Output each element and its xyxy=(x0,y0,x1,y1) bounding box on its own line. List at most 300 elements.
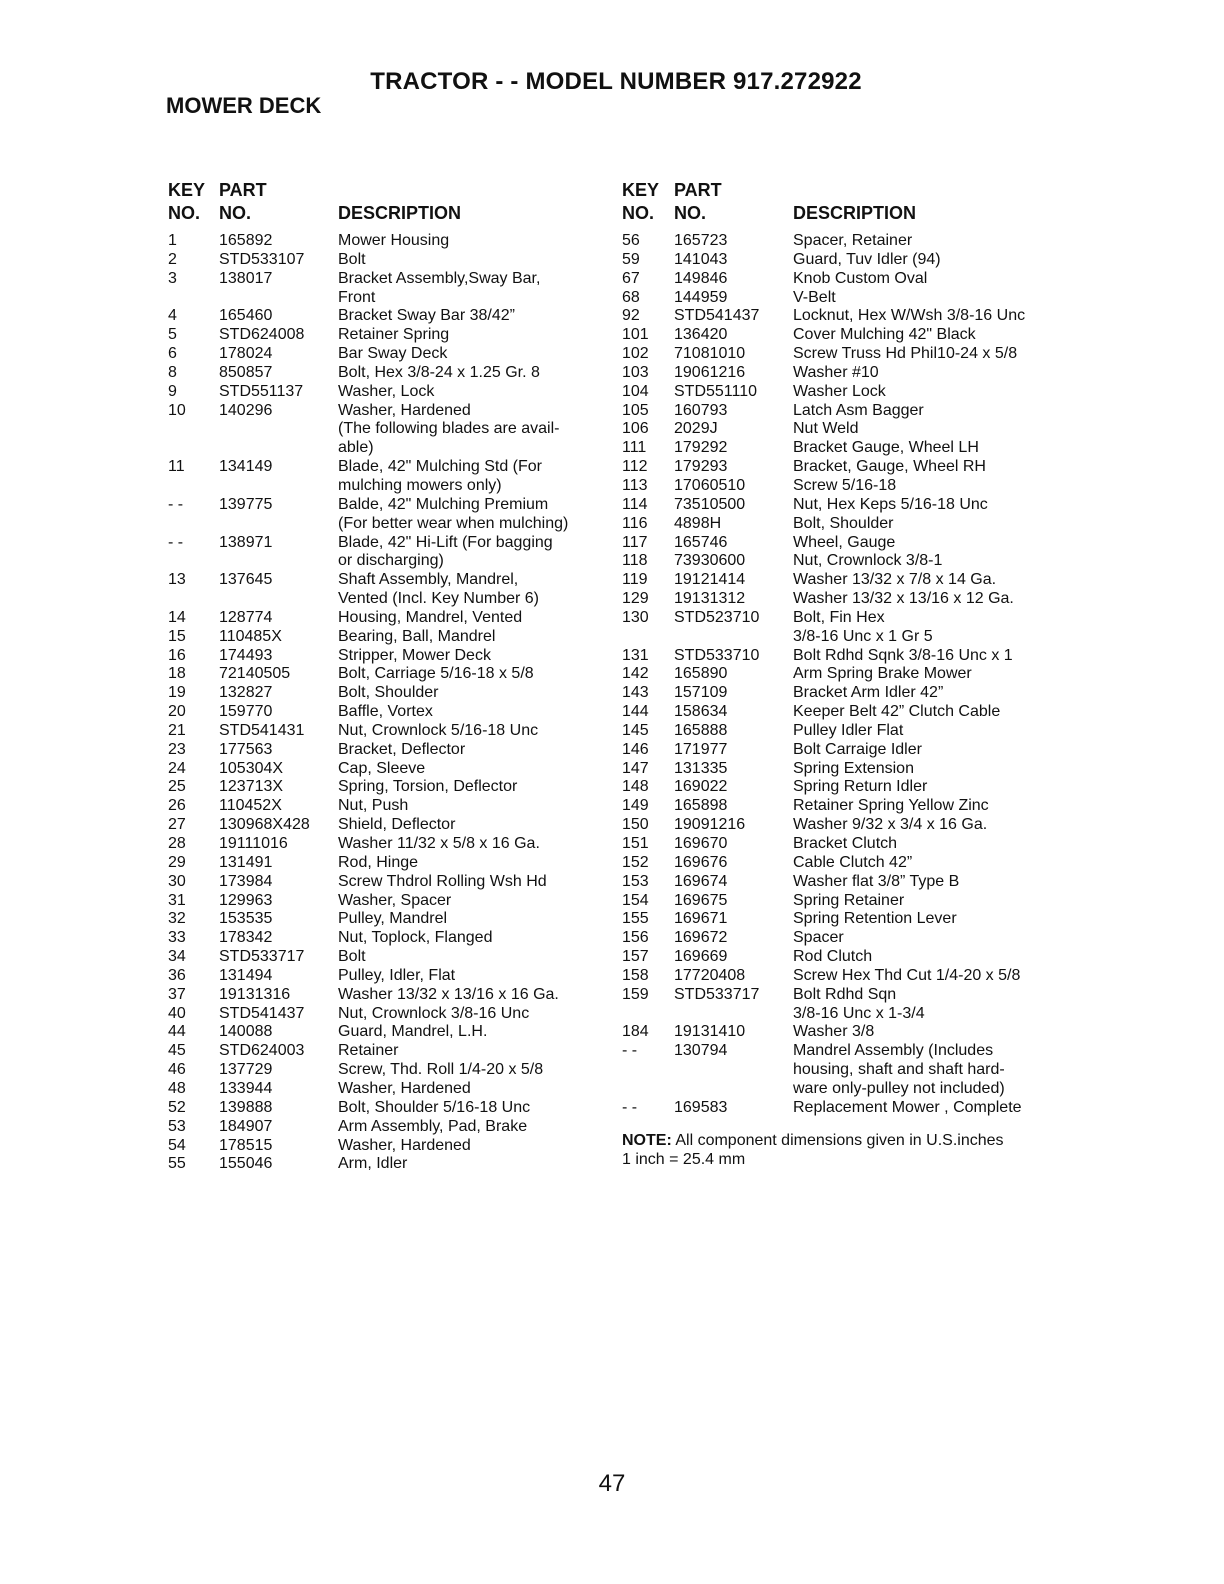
key-number: 129 xyxy=(622,590,649,608)
key-number: 117 xyxy=(622,533,648,551)
description-line: Nut, Hex Keps 5/16-18 Unc xyxy=(793,495,988,513)
description-line: Mower Housing xyxy=(338,232,450,249)
description-line: mulching mowers only) xyxy=(338,476,502,494)
table-row xyxy=(622,420,1062,439)
table-row xyxy=(168,1155,608,1174)
table-row xyxy=(622,797,1062,816)
description xyxy=(338,741,608,760)
description xyxy=(338,1118,608,1137)
key-number: 150 xyxy=(622,816,649,834)
description-line: Screw, Thd. Roll 1/4-20 x 5/8 xyxy=(338,1061,544,1079)
key-number: 15 xyxy=(168,627,186,645)
key-number: 112 xyxy=(622,458,648,476)
table-row xyxy=(622,684,1062,703)
table-row xyxy=(168,948,608,967)
description xyxy=(338,665,608,684)
key-number: 92 xyxy=(622,307,640,325)
key-number: 2 xyxy=(168,250,177,268)
description-line: Screw Truss Hd Phil10-24 x 5/8 xyxy=(793,345,1018,363)
table-row xyxy=(622,383,1062,402)
table-row xyxy=(622,778,1062,797)
header-key-no: NO. xyxy=(168,203,201,223)
part-number: 165892 xyxy=(219,232,273,249)
description xyxy=(793,948,1062,967)
part-number: 131494 xyxy=(219,966,273,984)
description xyxy=(793,684,1062,703)
part-number: 158634 xyxy=(674,703,728,721)
description-line: Arm Assembly, Pad, Brake xyxy=(338,1117,528,1135)
description-line: (The following blades are avail- xyxy=(338,420,560,438)
table-row xyxy=(168,703,608,722)
description xyxy=(793,722,1062,741)
part-number: STD624003 xyxy=(219,1042,305,1060)
description xyxy=(338,1137,608,1156)
key-number: 102 xyxy=(622,345,649,363)
table-row xyxy=(622,345,1062,364)
key-number: 25 xyxy=(168,778,186,796)
part-number: STD533717 xyxy=(219,948,305,966)
header-key: KEY xyxy=(622,180,660,200)
description-line: Latch Asm Bagger xyxy=(793,401,924,419)
part-number: 174493 xyxy=(219,646,273,664)
part-number: 169022 xyxy=(674,778,728,796)
part-number: STD533107 xyxy=(219,250,305,268)
description-line: Retainer Spring Yellow Zinc xyxy=(793,797,989,815)
part-number: 17060510 xyxy=(674,476,746,494)
key-number: 156 xyxy=(622,929,649,947)
part-number: STD551137 xyxy=(219,382,304,400)
description-line: Arm, Idler xyxy=(338,1155,408,1173)
part-number: 165746 xyxy=(674,533,728,551)
description xyxy=(338,609,608,628)
description-line: Locknut, Hex W/Wsh 3/8-16 Unc xyxy=(793,307,1026,325)
part-number: 178024 xyxy=(219,345,273,363)
key-number: 45 xyxy=(168,1042,186,1060)
description-line: ware only-pulley not included) xyxy=(793,1079,1005,1097)
description xyxy=(793,892,1062,911)
part-number: 19131312 xyxy=(674,590,746,608)
description-line: Spring Retention Lever xyxy=(793,910,957,928)
table-row xyxy=(168,741,608,760)
table-row xyxy=(622,910,1062,929)
part-number: STD533710 xyxy=(674,646,760,664)
key-number: 16 xyxy=(168,646,186,664)
part-number: 159770 xyxy=(219,703,273,721)
part-number: 19061216 xyxy=(674,363,746,381)
table-row xyxy=(168,326,608,345)
table-row xyxy=(168,910,608,929)
key-number: 11 xyxy=(168,458,185,476)
description xyxy=(338,854,608,873)
description-line: Washer 13/32 x 13/16 x 16 Ga. xyxy=(338,985,559,1003)
description-line: Shield, Deflector xyxy=(338,816,456,834)
description-line: Arm Spring Brake Mower xyxy=(793,665,972,683)
key-number: 158 xyxy=(622,966,649,984)
part-number: STD533717 xyxy=(674,985,760,1003)
key-number: 159 xyxy=(622,985,649,1003)
description xyxy=(338,534,608,572)
description xyxy=(793,835,1062,854)
description-line: Pulley Idler Flat xyxy=(793,721,904,739)
key-number: 1 xyxy=(168,232,177,249)
description xyxy=(338,910,608,929)
description xyxy=(793,816,1062,835)
description xyxy=(338,722,608,741)
description xyxy=(793,383,1062,402)
description xyxy=(793,552,1062,571)
description-line: Spacer xyxy=(793,929,844,947)
table-row xyxy=(168,684,608,703)
table-row xyxy=(168,647,608,666)
key-number: 111 xyxy=(622,439,647,457)
description-line: Bracket, Deflector xyxy=(338,740,466,758)
part-number: 19121414 xyxy=(674,571,746,589)
key-number: 149 xyxy=(622,797,649,815)
description-line: Bolt, Shoulder xyxy=(793,514,894,532)
description-line: Washer #10 xyxy=(793,363,879,381)
description-line: Pulley, Mandrel xyxy=(338,910,448,928)
description xyxy=(338,270,608,308)
description xyxy=(338,364,608,383)
key-number: 55 xyxy=(168,1155,186,1173)
description-line: Bracket Clutch xyxy=(793,835,898,852)
header-key: KEY xyxy=(168,180,206,200)
header-part-no: NO. xyxy=(674,203,707,223)
note-text: All component dimensions given in U.S.inches xyxy=(671,1131,1004,1149)
part-number: STD624008 xyxy=(219,326,305,344)
key-number: 24 xyxy=(168,759,186,777)
description xyxy=(338,892,608,911)
part-number: 169671 xyxy=(674,910,728,928)
description-line: Washer, Spacer xyxy=(338,891,452,909)
note-label: NOTE: xyxy=(622,1131,672,1149)
part-number: 134149 xyxy=(219,458,273,476)
key-number: 13 xyxy=(168,571,186,589)
part-number: 140296 xyxy=(219,401,273,419)
table-row xyxy=(168,778,608,797)
header-part: PART xyxy=(674,180,722,200)
table-row xyxy=(622,590,1062,609)
part-number: 72140505 xyxy=(219,665,291,683)
description xyxy=(793,778,1062,797)
description xyxy=(338,458,608,496)
table-row xyxy=(168,571,608,609)
description xyxy=(338,967,608,986)
description xyxy=(793,534,1062,553)
table-row xyxy=(622,816,1062,835)
key-number: 143 xyxy=(622,684,649,702)
part-number: 110452X xyxy=(219,797,282,815)
description-line: Bracket Gauge, Wheel LH xyxy=(793,439,979,457)
table-row xyxy=(168,760,608,779)
table-row xyxy=(622,307,1062,326)
description-line: (For better wear when mulching) xyxy=(338,514,569,532)
key-number: 59 xyxy=(622,250,640,268)
key-number: 29 xyxy=(168,853,186,871)
key-number: 46 xyxy=(168,1061,186,1079)
table-row xyxy=(622,515,1062,534)
description xyxy=(793,270,1062,289)
description-line: Bearing, Ball, Mandrel xyxy=(338,627,496,645)
description xyxy=(793,458,1062,477)
description xyxy=(338,778,608,797)
description-line: Knob Custom Oval xyxy=(793,269,928,287)
description xyxy=(793,571,1062,590)
part-number: STD523710 xyxy=(674,608,760,626)
description-line: Washer 9/32 x 3/4 x 16 Ga. xyxy=(793,816,988,834)
description-line: or discharging) xyxy=(338,552,444,570)
part-number: 169672 xyxy=(674,929,728,947)
part-number: 171977 xyxy=(674,740,728,758)
table-row xyxy=(168,892,608,911)
description-line: Nut Weld xyxy=(793,420,859,438)
description xyxy=(793,647,1062,666)
part-number: 165723 xyxy=(674,232,728,249)
table-row xyxy=(168,797,608,816)
table-row xyxy=(622,948,1062,967)
key-number: 52 xyxy=(168,1098,186,1116)
table-row xyxy=(622,986,1062,1024)
table-row xyxy=(168,307,608,326)
key-number: 147 xyxy=(622,759,649,777)
table-row xyxy=(168,854,608,873)
part-number: 105304X xyxy=(219,759,284,777)
key-number: 28 xyxy=(168,835,186,852)
description xyxy=(338,383,608,402)
description xyxy=(338,1080,608,1099)
part-number: 133944 xyxy=(219,1079,273,1097)
table-row xyxy=(622,552,1062,571)
table-row xyxy=(622,534,1062,553)
key-number: 14 xyxy=(168,608,186,626)
table-row xyxy=(168,534,608,572)
description xyxy=(793,873,1062,892)
key-number: 37 xyxy=(168,985,186,1003)
key-number: 48 xyxy=(168,1079,186,1097)
description xyxy=(793,251,1062,270)
description-line: Spring Extension xyxy=(793,759,914,777)
table-row xyxy=(622,703,1062,722)
table-row xyxy=(622,892,1062,911)
part-number: 138017 xyxy=(219,269,273,287)
description-line: Screw 5/16-18 xyxy=(793,476,897,494)
key-number: 8 xyxy=(168,363,177,381)
description xyxy=(338,232,608,251)
description xyxy=(338,797,608,816)
description-line: Pulley, Idler, Flat xyxy=(338,966,456,984)
page-number: 47 xyxy=(598,1470,626,1497)
key-number: 26 xyxy=(168,797,186,815)
table-row xyxy=(168,1080,608,1099)
table-row xyxy=(622,967,1062,986)
table-row xyxy=(622,722,1062,741)
description-line: Washer, Hardened xyxy=(338,401,471,419)
description xyxy=(338,948,608,967)
part-number: 178342 xyxy=(219,929,273,947)
key-number: 6 xyxy=(168,345,177,363)
description-line: Spring Retainer xyxy=(793,891,905,909)
part-number: 169675 xyxy=(674,891,728,909)
key-number: 154 xyxy=(622,891,649,909)
description-line: 3/8-16 Unc x 1 Gr 5 xyxy=(793,627,933,645)
description xyxy=(338,345,608,364)
table-row xyxy=(622,326,1062,345)
key-number: 20 xyxy=(168,703,186,721)
part-number: 179293 xyxy=(674,458,728,476)
table-row xyxy=(622,270,1062,289)
key-number: 101 xyxy=(622,326,649,344)
part-number: STD551110 xyxy=(674,382,758,400)
table-row xyxy=(168,967,608,986)
header-part: PART xyxy=(219,180,267,200)
description-line: Stripper, Mower Deck xyxy=(338,646,491,664)
part-number: 110485X xyxy=(219,627,282,645)
table-row xyxy=(622,741,1062,760)
table-row xyxy=(622,1042,1062,1099)
description xyxy=(793,1042,1062,1099)
table-row xyxy=(168,496,608,534)
note xyxy=(622,1132,1062,1170)
key-number: - - xyxy=(622,1042,638,1060)
part-number: 179292 xyxy=(674,439,728,457)
description-line: Nut, Crownlock 5/16-18 Unc xyxy=(338,721,539,739)
description xyxy=(338,1042,608,1061)
part-number: 165898 xyxy=(674,797,728,815)
description xyxy=(338,835,608,854)
part-number: 130794 xyxy=(674,1042,728,1060)
part-number: 131491 xyxy=(219,853,273,871)
table-row xyxy=(622,402,1062,421)
description xyxy=(338,571,608,609)
description-line: Screw Thdrol Rolling Wsh Hd xyxy=(338,872,547,890)
table-row xyxy=(622,232,1062,251)
description-line: Bolt xyxy=(338,250,366,268)
key-number: - - xyxy=(168,533,184,551)
part-number: 2029J xyxy=(674,420,718,438)
part-number: 140088 xyxy=(219,1023,273,1041)
part-number: 137729 xyxy=(219,1061,273,1079)
table-row xyxy=(622,364,1062,383)
description xyxy=(793,590,1062,609)
part-number: 177563 xyxy=(219,740,273,758)
key-number: 130 xyxy=(622,608,649,626)
description xyxy=(793,665,1062,684)
description xyxy=(793,364,1062,383)
description xyxy=(338,496,608,534)
description xyxy=(793,515,1062,534)
description-line: Baffle, Vortex xyxy=(338,703,433,721)
description-line: Blade, 42" Hi-Lift (For bagging xyxy=(338,533,553,551)
key-number: 5 xyxy=(168,326,177,344)
description-line: Spring Return Idler xyxy=(793,778,928,796)
description-line: Wheel, Gauge xyxy=(793,533,896,551)
description-line: Washer 13/32 x 13/16 x 12 Ga. xyxy=(793,590,1014,608)
part-number: 139888 xyxy=(219,1098,273,1116)
description-line: Rod Clutch xyxy=(793,948,873,966)
part-number: 19091216 xyxy=(674,816,746,834)
description xyxy=(793,929,1062,948)
key-number: 119 xyxy=(622,571,648,589)
key-number: 114 xyxy=(622,495,648,513)
part-number: 169670 xyxy=(674,835,728,852)
description-line: Bar Sway Deck xyxy=(338,345,448,363)
description xyxy=(338,986,608,1005)
key-number: 157 xyxy=(622,948,649,966)
description xyxy=(338,760,608,779)
part-number: 19131316 xyxy=(219,985,291,1003)
key-number: 142 xyxy=(622,665,649,683)
part-number: 169676 xyxy=(674,853,728,871)
description-line: Mandrel Assembly (Includes xyxy=(793,1042,994,1060)
part-number: 169583 xyxy=(674,1098,728,1116)
header-description: DESCRIPTION xyxy=(793,203,917,223)
description xyxy=(338,684,608,703)
description xyxy=(793,496,1062,515)
parts-list xyxy=(622,232,1062,1118)
description-line: Nut, Crownlock 3/8-1 xyxy=(793,552,943,570)
key-number: 68 xyxy=(622,288,640,306)
description-line: Washer, Lock xyxy=(338,382,435,400)
part-number: 4898H xyxy=(674,514,722,532)
header-key-no: NO. xyxy=(622,203,655,223)
description-line: Washer flat 3/8” Type B xyxy=(793,872,960,890)
description xyxy=(338,251,608,270)
key-number: 27 xyxy=(168,816,186,834)
key-number: 103 xyxy=(622,363,649,381)
description-line: Washer, Hardened xyxy=(338,1136,471,1154)
description-line: Washer 13/32 x 7/8 x 14 Ga. xyxy=(793,571,997,589)
table-row xyxy=(168,929,608,948)
description xyxy=(793,477,1062,496)
table-row xyxy=(168,364,608,383)
table-row xyxy=(168,345,608,364)
description xyxy=(793,439,1062,458)
table-row xyxy=(622,251,1062,270)
part-number: 139775 xyxy=(219,495,273,513)
part-number: 73510500 xyxy=(674,495,746,513)
description xyxy=(793,967,1062,986)
part-number: 128774 xyxy=(219,608,273,626)
description xyxy=(793,741,1062,760)
parts-list xyxy=(168,232,608,1174)
key-number: - - xyxy=(622,1098,638,1116)
description-line: Rod, Hinge xyxy=(338,853,419,871)
part-number: 130968X428 xyxy=(219,816,310,834)
description-line: 3/8-16 Unc x 1-3/4 xyxy=(793,1004,925,1022)
key-number: 145 xyxy=(622,721,649,739)
parts-column-right xyxy=(622,180,1062,1169)
part-number: 131335 xyxy=(674,759,728,777)
description xyxy=(338,1061,608,1080)
part-number: 160793 xyxy=(674,401,728,419)
description-line: Washer 11/32 x 5/8 x 16 Ga. xyxy=(338,835,540,852)
description-line: Washer 3/8 xyxy=(793,1023,875,1041)
key-number: 34 xyxy=(168,948,186,966)
table-row xyxy=(622,439,1062,458)
description-line: V-Belt xyxy=(793,288,836,306)
description-line: Bolt, Fin Hex xyxy=(793,608,885,626)
key-number: 3 xyxy=(168,269,177,287)
key-number: 113 xyxy=(622,476,648,494)
key-number: 40 xyxy=(168,1004,186,1022)
key-number: 152 xyxy=(622,853,649,871)
description xyxy=(793,797,1062,816)
key-number: 184 xyxy=(622,1023,649,1041)
description xyxy=(338,703,608,722)
part-number: 165888 xyxy=(674,721,728,739)
key-number: 131 xyxy=(622,646,649,664)
description xyxy=(338,816,608,835)
